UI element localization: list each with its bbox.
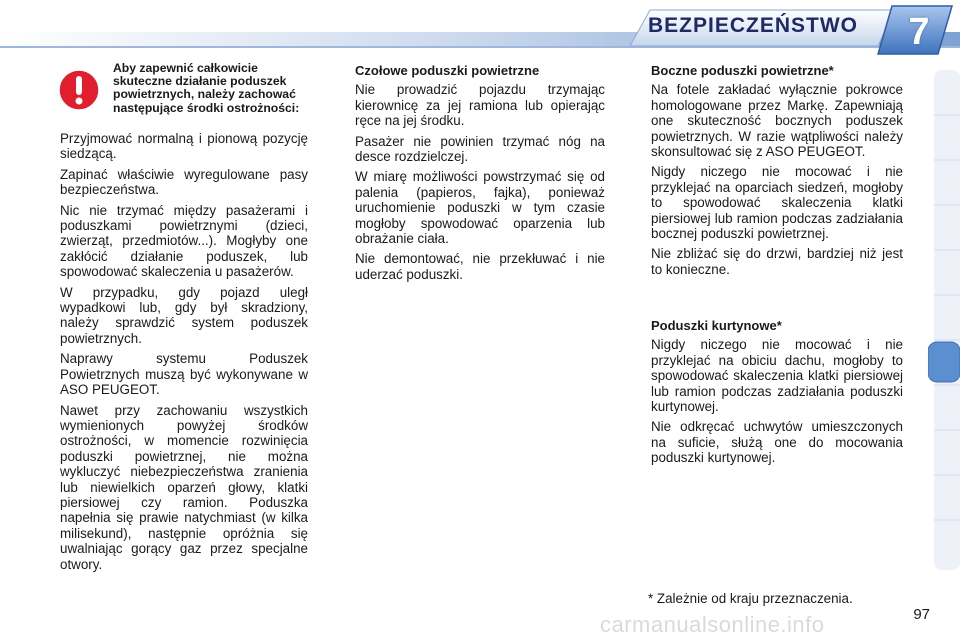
front-airbags-column (355, 63, 605, 287)
exclamation-icon (57, 68, 101, 112)
footnote: * Zależnie od kraju przeznaczenia. (648, 591, 853, 606)
paragraph: W miarę możliwości powstrzymać się od palenia (papieros, fajka), ponieważ uruchomienie poduszki w tym czasie mogłoby spowodować oparzenia lub obrażanie ciała. (355, 169, 605, 247)
paragraph: W przypadku, gdy pojazd uległ wypadkowi lub, gdy był skradziony, należy sprawdzić system poduszek powietrznych. (60, 284, 308, 346)
chapter-header (0, 0, 960, 56)
paragraph: Nic nie trzymać między pasażerami i poduszkami powietrznymi (dzieci, zwierząt, przedmiotów...). Mogłyby one zakłócić działanie poduszek, lub spowodować skaleczenia u pasażerów. (60, 202, 308, 280)
paragraph: Nawet przy zachowaniu wszystkich wymienionych powyżej środków ostrożności, w momencie rozwinięcia poduszki powietrznej, nie można wykluczyć niebezpieczeństwa zranienia lub niewielkich oparzeń głowy, klatki piersiowej czy ramion. Poduszka napełnia się prawie natychmiast (w kilka milisekund), następnie opróżnia się uwalniając gorący gaz przez specjalne otwory. (60, 402, 308, 572)
warning-box (57, 62, 312, 128)
chapter-tabs-graphic (928, 70, 960, 570)
paragraph: Na fotele zakładać wyłącznie pokrowce homologowane przez Markę. Zapewniają one skuteczność bocznych poduszek powietrznych. W razie wątpliwości należy skonsultować się z ASO PEUGEOT. (651, 82, 903, 160)
chapter-title: BEZPIECZEŃSTWO (648, 14, 859, 37)
curtain-airbags-column (651, 318, 903, 471)
side-airbags-column (651, 63, 903, 282)
paragraph: Nie prowadzić pojazdu trzymając kierownicę za jej ramiona lub opierając ręce na jej środku. (355, 82, 605, 129)
paragraph: Nie odkręcać uchwytów umieszczonych na suficie, służą one do mocowania poduszki kurtynowej. (651, 419, 903, 466)
paragraph: Nigdy niczego nie mocować i nie przyklejać na obiciu dachu, mogłoby to spowodować skaleczenia klatki piersiowej lub ramion podczas zadziałania poduszki kurtynowej. (651, 337, 903, 415)
page-number: 97 (913, 606, 930, 623)
warning-text: Aby zapewnić całkowicie skuteczne działanie poduszek powietrznych, należy zachować następujące środki ostrożności: (113, 61, 300, 115)
section-heading: Boczne poduszki powietrzne* (651, 63, 834, 78)
chapter-number: 7 (908, 11, 930, 53)
paragraph: Nigdy niczego nie mocować i nie przyklejać na oparciach siedzeń, mogłoby to spowodować skaleczenia klatki piersiowej lub ramion podczas zadziałania bocznej poduszki powietrznej. (651, 164, 903, 242)
paragraph: Nie zbliżać się do drzwi, bardziej niż jest to konieczne. (651, 246, 903, 277)
watermark: carmanualsonline.info (600, 612, 825, 637)
chapter-tabs (928, 70, 960, 570)
paragraph: Nie demontować, nie przekłuwać i nie uderzać poduszki. (355, 251, 605, 282)
precautions-column (60, 131, 308, 577)
paragraph: Przyjmować normalną i pionową pozycję siedzącą. (60, 131, 308, 162)
section-heading: Poduszki kurtynowe* (651, 318, 782, 333)
paragraph: Naprawy systemu Poduszek Powietrznych muszą być wykonywane w ASO PEUGEOT. (60, 351, 308, 398)
paragraph: Pasażer nie powinien trzymać nóg na desce rozdzielczej. (355, 133, 605, 165)
paragraph: Zapinać właściwie wyregulowane pasy bezpieczeństwa. (60, 166, 308, 198)
section-heading: Czołowe poduszki powietrzne (355, 63, 540, 78)
